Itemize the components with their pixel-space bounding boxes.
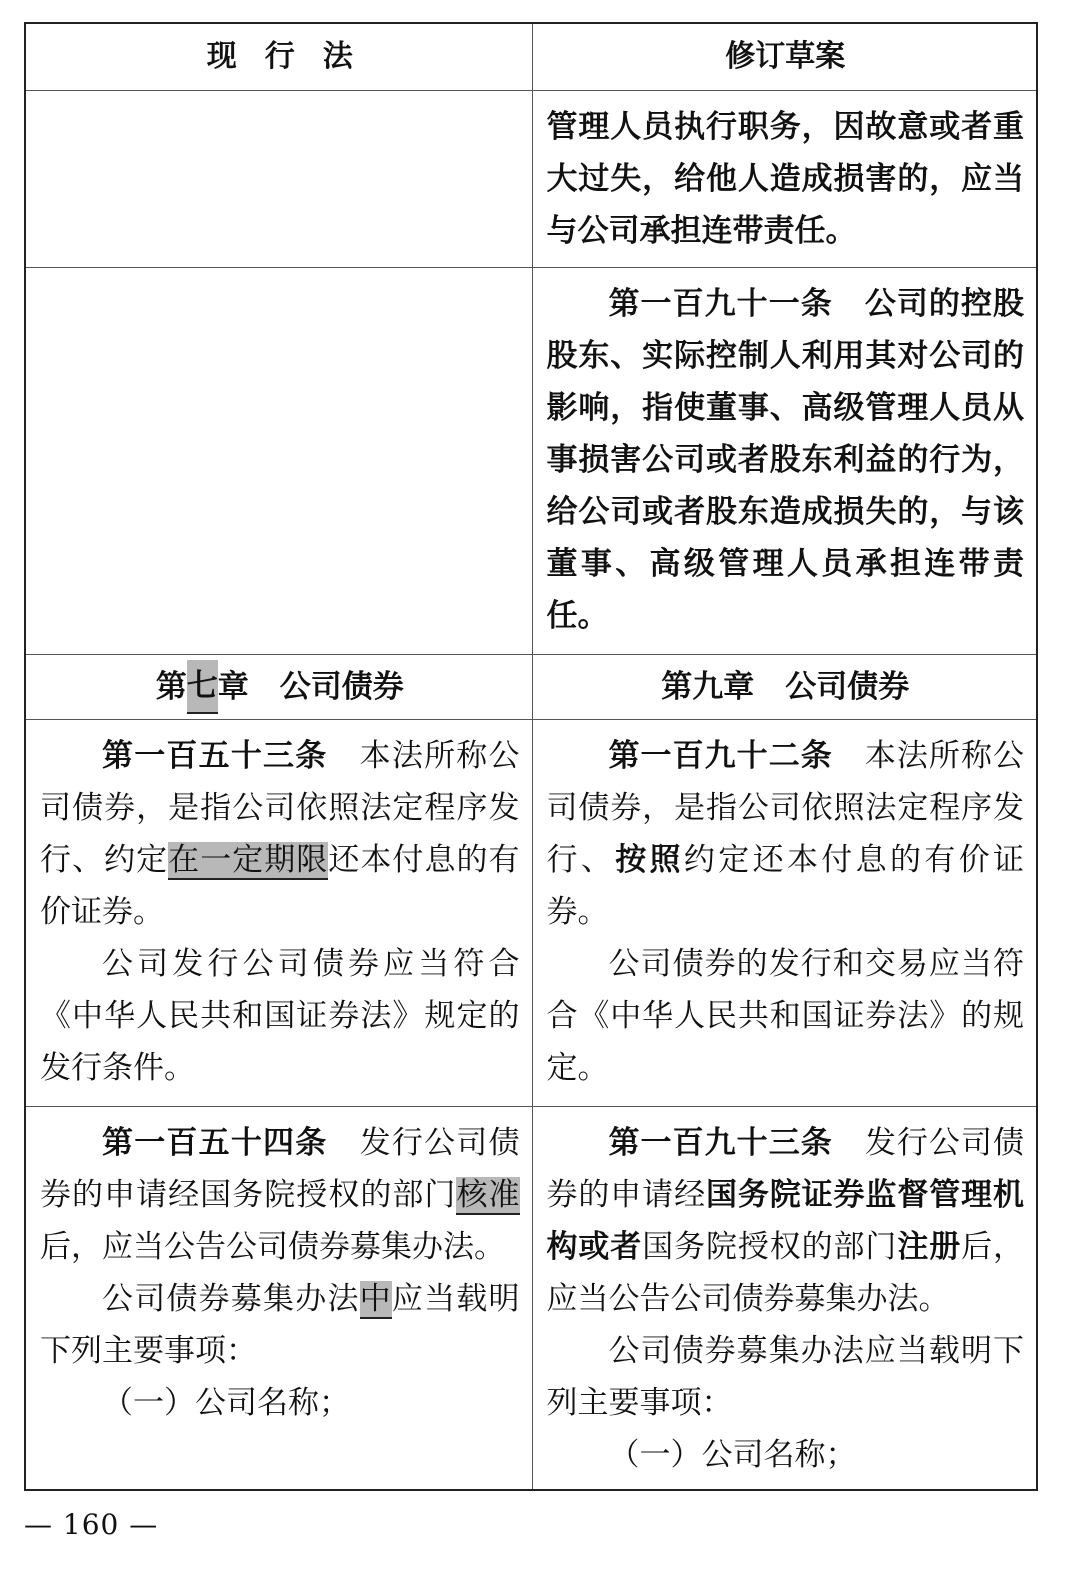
empty-cell [26,91,533,267]
highlight: 核准 [456,1177,520,1213]
draft-cell [533,1107,1037,1489]
draft-cell [533,268,1037,654]
paragraph: 公司发行公司债券应当符合《中华人民共和国证券法》规定的发行条件。 [40,946,520,1086]
header-current-law: 现行法 [26,24,533,90]
article-191: 第一百九十一条 公司的控股股东、实际控制人利用其对公司的影响，指使董事、高级管理人员从事损害公司或者股东利益的行为，给公司或者股东造成损失的，与该董事、高级管理人员承担连带责任。 [546,286,1025,634]
list-item: （一）公司名称； [608,1437,857,1473]
article-153: 第一百五十三条 本法所称公司债券，是指公司依照法定程序发行、约定在一定期限还本付息的有价证券。 [40,738,520,930]
paragraph: 公司债券的发行和交易应当符合《中华人民共和国证券法》的规定。 [546,946,1024,1086]
chapter-draft: 第九章 公司债券 [661,669,910,705]
chapter-row [26,654,1036,719]
paragraph: 公司债券募集办法应当载明下列主要事项： [546,1333,1024,1421]
article-192: 第一百九十二条 本法所称公司债券，是指公司依照法定程序发行、按照约定还本付息的有价证券。 [546,738,1025,930]
table-row [26,719,1036,1106]
paragraph: 公司债券募集办法中应当载明下列主要事项： [40,1281,520,1369]
current-cell [26,720,533,1106]
article-154: 第一百五十四条 发行公司债券的申请经国务院授权的部门核准后，应当公告公司债券募集办法。 [40,1125,520,1265]
highlight: 中 [359,1281,392,1317]
draft-cell [533,720,1037,1106]
chapter-current: 第 七 章 公司债券 [26,655,533,719]
empty-cell [26,268,533,654]
draft-text: 管理人员执行职务，因故意或者重大过失，给他人造成损害的，应当与公司承担连带责任。 [546,109,1024,249]
table-row [26,1106,1036,1489]
highlight: 在一定期限 [168,842,329,878]
table-row [26,267,1036,654]
draft-cell [533,91,1037,267]
current-cell [26,1107,533,1489]
comparison-table [24,22,1038,1491]
page-number: — 160 — [24,1508,159,1541]
table-row [26,90,1036,267]
header-row [26,24,1036,90]
article-193: 第一百九十三条 发行公司债券的申请经国务院证券监督管理机构或者国务院授权的部门注册后，应当公告公司债券募集办法。 [546,1125,1025,1317]
highlight: 七 [187,660,218,714]
list-item: （一）公司名称； [102,1385,350,1421]
header-revision-draft: 修订草案 [725,39,846,74]
